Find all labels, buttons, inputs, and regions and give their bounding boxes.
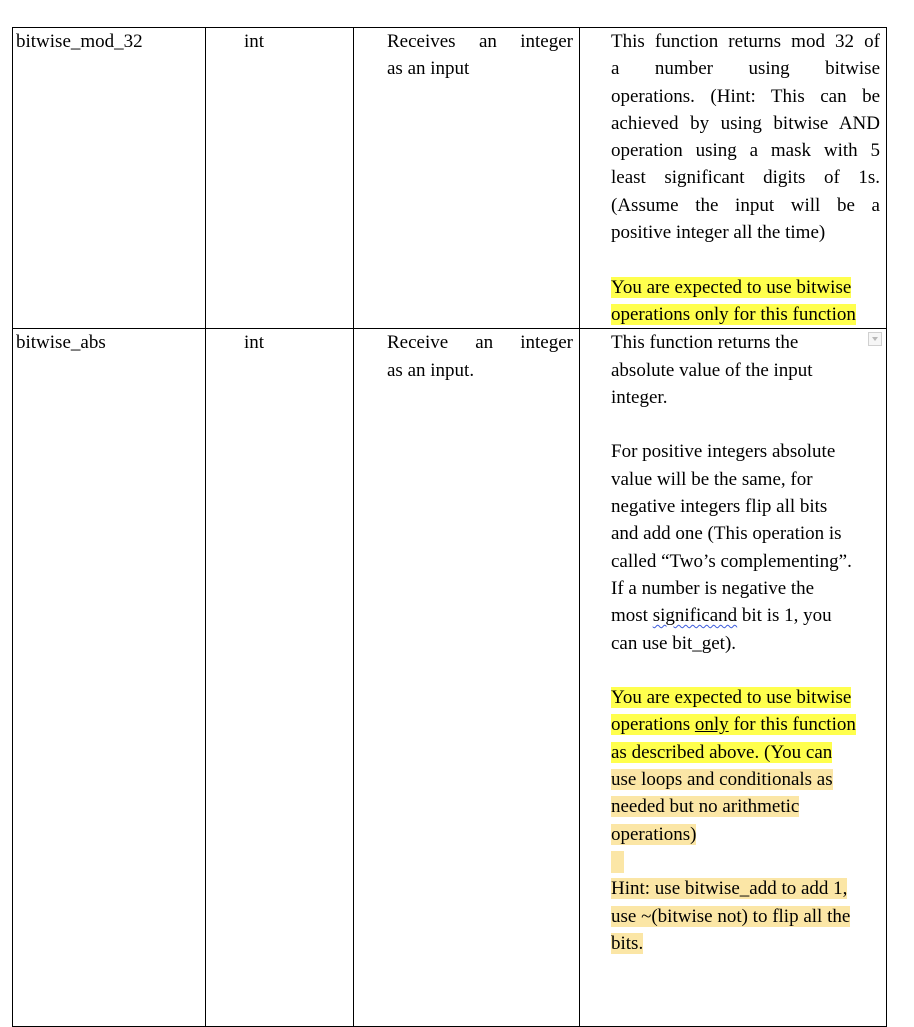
description-line: a number using bitwise (611, 58, 880, 80)
function-spec-table (12, 27, 887, 1027)
highlight-marker (611, 851, 624, 873)
function-name-cell (13, 28, 206, 329)
hint-text: Hint: use bitwise_add to add 1, (611, 878, 848, 900)
highlighted-note: needed but no arithmetic (611, 796, 800, 818)
input-text: as an input (387, 58, 470, 80)
description-fragment: most (611, 605, 653, 627)
description-line: and add one (This operation is (611, 523, 842, 545)
highlighted-note: You are expected to use bitwise (611, 276, 852, 298)
input-cell (354, 329, 580, 1027)
paragraph-gap (611, 657, 880, 684)
paragraph-gap (611, 411, 880, 438)
table-row (13, 329, 887, 1027)
highlighted-note (611, 714, 856, 735)
description-line: achieved by using bitwise AND (611, 112, 880, 134)
return-type-cell (206, 329, 354, 1027)
note-fragment: operations (611, 714, 695, 736)
description-line (611, 602, 880, 629)
description-line: positive integer all the time) (611, 222, 826, 244)
note-fragment: for this function (728, 714, 856, 736)
description-line: This function returns the (611, 332, 799, 354)
input-text: Receives an integer (387, 31, 573, 52)
function-name-cell (13, 329, 206, 1027)
description-line: operation using a mask with 5 (611, 140, 880, 162)
highlighted-note: You are expected to use bitwise (611, 687, 852, 709)
description-line: least significant digits of 1s. (611, 167, 880, 189)
function-name: bitwise_abs (16, 332, 106, 354)
return-type-cell (206, 28, 354, 329)
description-line: This function returns mod 32 of (611, 31, 880, 52)
description-cell (580, 329, 887, 1027)
input-cell (354, 28, 580, 329)
highlighted-note: operations) (611, 823, 697, 845)
highlighted-note: operations only for this function (611, 303, 856, 325)
description-cell (580, 28, 887, 329)
function-name: bitwise_mod_32 (16, 31, 143, 52)
description-line: called “Two’s complementing”. (611, 550, 852, 572)
description-fragment: bit is 1, you (737, 605, 832, 627)
highlighted-note: use loops and conditionals as (611, 769, 833, 791)
dropdown-arrow-icon[interactable] (868, 332, 882, 346)
hint-text: bits. (611, 932, 644, 954)
input-text: Receive an integer (387, 332, 573, 354)
description-line: integer. (611, 386, 668, 408)
highlighted-note: as described above. (You can (611, 741, 833, 763)
description-line: value will be the same, for (611, 468, 813, 490)
description-line: (Assume the input will be a (611, 194, 880, 216)
description-line: If a number is negative the (611, 577, 815, 599)
hint-text: use ~(bitwise not) to flip all the (611, 905, 851, 927)
table-row (13, 28, 887, 329)
description-line: absolute value of the input (611, 359, 813, 381)
return-type: int (244, 332, 265, 354)
description-line: For positive integers absolute (611, 441, 836, 463)
note-emphasis: only (694, 714, 729, 736)
paragraph-gap (611, 246, 880, 273)
description-line: operations. (Hint: This can be (611, 85, 880, 107)
return-type: int (244, 31, 265, 52)
input-text: as an input. (387, 359, 475, 381)
description-line: can use bit_get). (611, 632, 737, 654)
description-line: negative integers flip all bits (611, 496, 828, 518)
spellcheck-word[interactable]: significand (652, 605, 738, 627)
